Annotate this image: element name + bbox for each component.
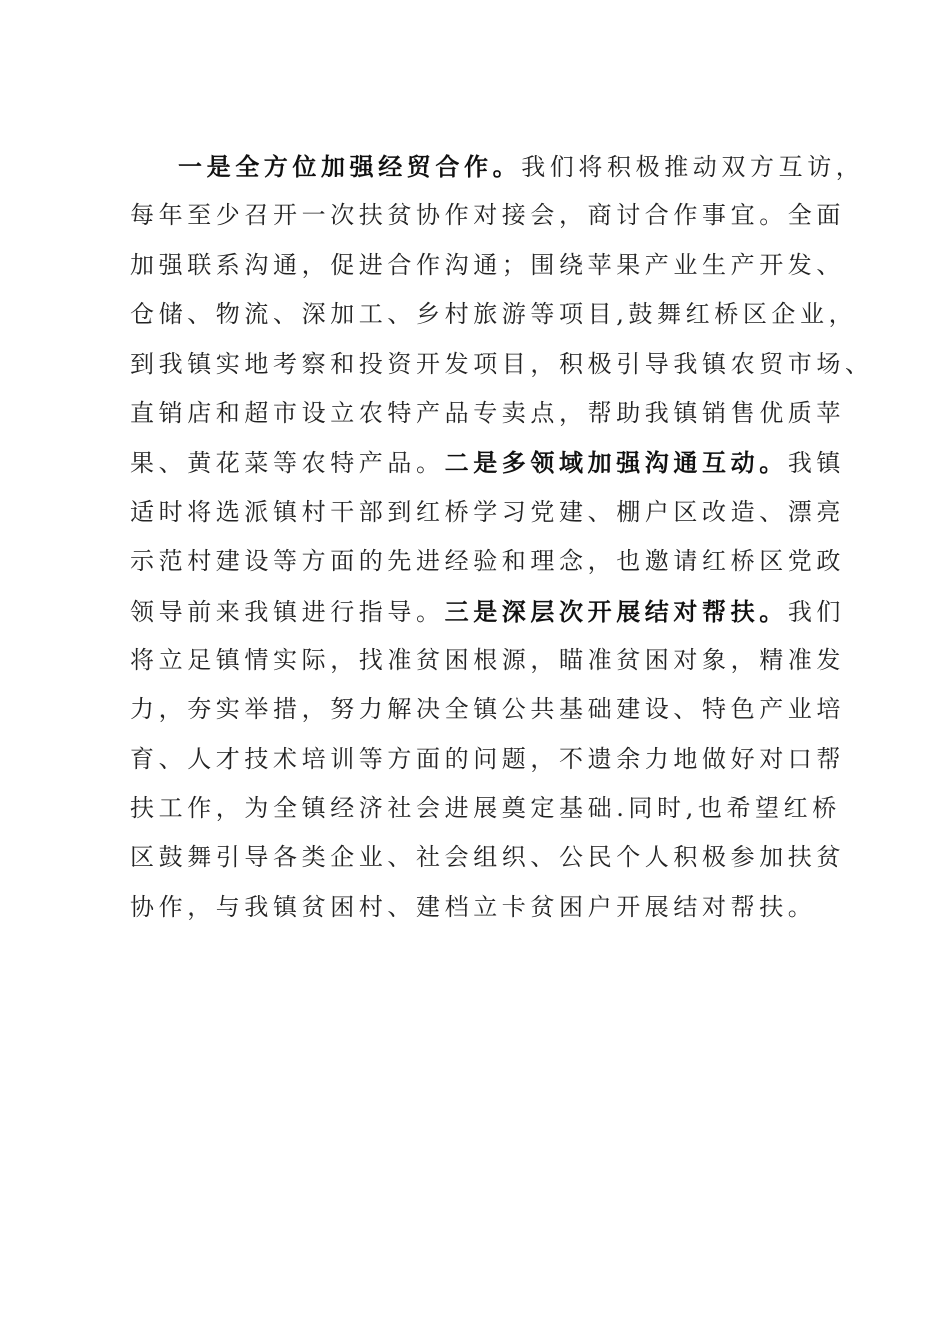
- text-line: [130, 636, 850, 685]
- bold-heading-phrase: 一是全方位加强经贸合作。: [178, 152, 522, 181]
- body-text-run: 我们将积极推动双方互访，: [521, 153, 865, 181]
- body-text-run: 育、人才技术培训等方面的问题，不遗余力地做好对口帮: [130, 744, 845, 773]
- text-line: [130, 142, 865, 191]
- body-text-run: 扶工作，为全镇经济社会进展奠定基础.同时,也希望红桥: [130, 794, 841, 823]
- bold-heading-phrase: 二是多领域加强沟通互动。: [444, 448, 788, 478]
- body-text-run: 直销店和超市设立农特产品专卖点，帮助我镇销售优质苹: [130, 398, 845, 427]
- text-line: [130, 587, 850, 636]
- body-text-run: 将立足镇情实际，找准贫困根源，瞄准贫困对象，精准发: [130, 645, 845, 674]
- text-line: [130, 290, 858, 339]
- text-line: [130, 883, 850, 932]
- body-text-run: 我镇: [787, 449, 846, 478]
- body-text-run: 协作，与我镇贫困村、建档立卡贫困户开展结对帮扶。: [130, 892, 817, 921]
- text-line: [130, 340, 874, 389]
- body-text-run: 果、黄花菜等农特产品。: [130, 449, 445, 478]
- body-text-run: 仓储、物流、深加工、乡村旅游等项目,鼓舞红桥区企业，: [130, 300, 858, 329]
- text-line: [130, 685, 850, 734]
- body-text-run: 示范村建设等方面的先进经验和理念，也邀请红桥区党政: [130, 547, 845, 576]
- body-text-run: 领导前来我镇进行指导。: [130, 597, 445, 626]
- bold-heading-phrase: 三是深层次开展结对帮扶。: [444, 596, 788, 626]
- text-line: [130, 438, 850, 487]
- body-text-run: 力，夯实举措，努力解决全镇公共基础建设、特色产业培: [130, 695, 845, 724]
- text-line: [130, 389, 850, 438]
- text-line: [130, 537, 850, 586]
- body-paragraph: [130, 142, 874, 932]
- body-text-run: 适时将选派镇村干部到红桥学习党建、棚户区改造、漂亮: [130, 497, 845, 526]
- text-line: [130, 488, 850, 537]
- text-line: [130, 191, 850, 240]
- text-line: [130, 735, 850, 784]
- body-text-run: 我们: [787, 597, 846, 626]
- text-line: [130, 833, 850, 882]
- body-text-run: 每年至少召开一次扶贫协作对接会，商讨合作事宜。全面: [130, 201, 845, 230]
- text-line: [130, 784, 850, 833]
- text-line: [130, 241, 850, 290]
- body-text-run: 区鼓舞引导各类企业、社会组织、公民个人积极参加扶贫: [130, 843, 845, 872]
- body-text-run: 加强联系沟通，促进合作沟通；围绕苹果产业生产开发、: [130, 250, 845, 279]
- body-text-run: 到我镇实地考察和投资开发项目，积极引导我镇农贸市场、: [130, 349, 874, 378]
